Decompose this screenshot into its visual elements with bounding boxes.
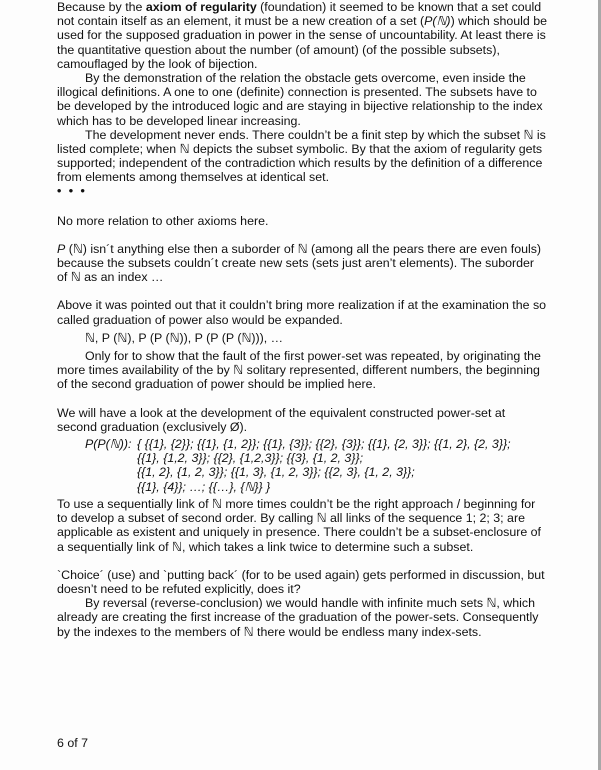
math-expression: P(ℕ) bbox=[424, 14, 451, 29]
paragraph-development: The development never ends. There couldn’t be a finit step by which the subset ℕ is listed complete; when ℕ depicts the subset symbolic. By that the axiom of regularity gets supported; independent of the contradiction which results by the definition of a difference from elements among themselves at identical set. bbox=[57, 127, 546, 185]
text: ) which should be used for the supposed graduation in power in the sense of uncountability. At least there is the quantitative question about the number (of amount) (of the possible subsets), camouflaged by the look of bijection. bbox=[57, 14, 547, 71]
text: (ℕ) isn´t anything else then a suborder of ℕ (among all the pears there are even fouls) because the subsets couldn´t create new sets (sets just aren’t elements). The suborder of ℕ as an index … bbox=[57, 241, 542, 285]
paragraph-above: Above it was pointed out that it couldn’t bring more realization if at the examination the so called graduation of power also would be expanded. bbox=[57, 298, 547, 327]
power-set-line: {{1, 2}, {1, 2, 3}}; {{1, 3}, {1, 2, 3}}; {{2, 3}, {1, 2, 3}}; bbox=[137, 465, 415, 480]
paragraph-suborder bbox=[57, 242, 547, 285]
paragraph-axiom-regularity bbox=[57, 0, 547, 71]
bold-term: axiom of regularity bbox=[145, 0, 257, 14]
text: (foundation) it seemed to be known that a set could not contain itself as an element, it must be a new creation of a set ( bbox=[57, 0, 542, 29]
math-expression: P bbox=[57, 241, 66, 256]
power-set-label: P(P(ℕ)): bbox=[85, 437, 132, 452]
document-page bbox=[57, 0, 547, 639]
power-set-listing bbox=[85, 437, 547, 494]
power-set-lines bbox=[137, 437, 547, 494]
page-indicator: 6 of 7 bbox=[57, 736, 89, 750]
paragraph-reversal: By reversal (reverse-conclusion) we would handle with infinite much sets ℕ, which already are creating the first increase of the graduation of the power-sets. Consequently by the indexes to the members of ℕ there would be endless many index-sets. bbox=[57, 596, 539, 639]
text: Because by the bbox=[57, 0, 146, 14]
power-set-line: { {{1}, {2}}; {{1}, {1, 2}}; {{1}, {3}}; {{2}, {3}}; {{1}, {2, 3}}; {{1, 2}, {2, 3}}; bbox=[137, 437, 511, 452]
power-set-line: {{1}, {4}}; …; {{…}, {ℕ}} } bbox=[137, 479, 271, 494]
paragraph-choice: `Choice´ (use) and `putting back´ (for to be used again) gets performed in discussion, but doesn’t need to be refuted explicitly, does it? bbox=[57, 567, 545, 596]
paragraph-demonstration: By the demonstration of the relation the obstacle gets overcome, even inside the illogical definitions. A one to one (definite) connection is presented. The subsets have to be developed by the introduced logic and are staying in bijective relationship to the index which has to be developed linear increasing. bbox=[57, 71, 543, 128]
ellipsis-separator: • • • bbox=[57, 183, 87, 198]
paragraph-no-more-relation: No more relation to other axioms here. bbox=[57, 213, 269, 228]
power-set-line: {{1}, {1,2, 3}}; {{2}, {1,2,3}}; {{3}, {1, 2, 3}}; bbox=[137, 451, 364, 466]
power-set-series: ℕ, P (ℕ), P (P (ℕ)), P (P (P (ℕ))), … bbox=[85, 330, 284, 345]
paragraph-only-for-to-show: Only for to show that the fault of the first power-set was repeated, by originating the more times availability of the by ℕ solitary represented, different numbers, the beginning of the second graduation of power should be implied here. bbox=[57, 349, 541, 392]
paragraph-we-will-have-look: We will have a look at the development of the equivalent constructed power-set at second graduation (exclusively Ø). bbox=[57, 405, 506, 434]
paragraph-sequentially-link: To use a sequentially link of ℕ more times couldn’t be the right approach / beginning for to develop a subset of second order. By calling ℕ all links of the sequence 1; 2; 3; are applicable as existent and uniquely in presence. There couldn’t be a subset-enclosure of a sequentially link of ℕ, which takes a link twice to determine such a subset. bbox=[57, 496, 542, 554]
